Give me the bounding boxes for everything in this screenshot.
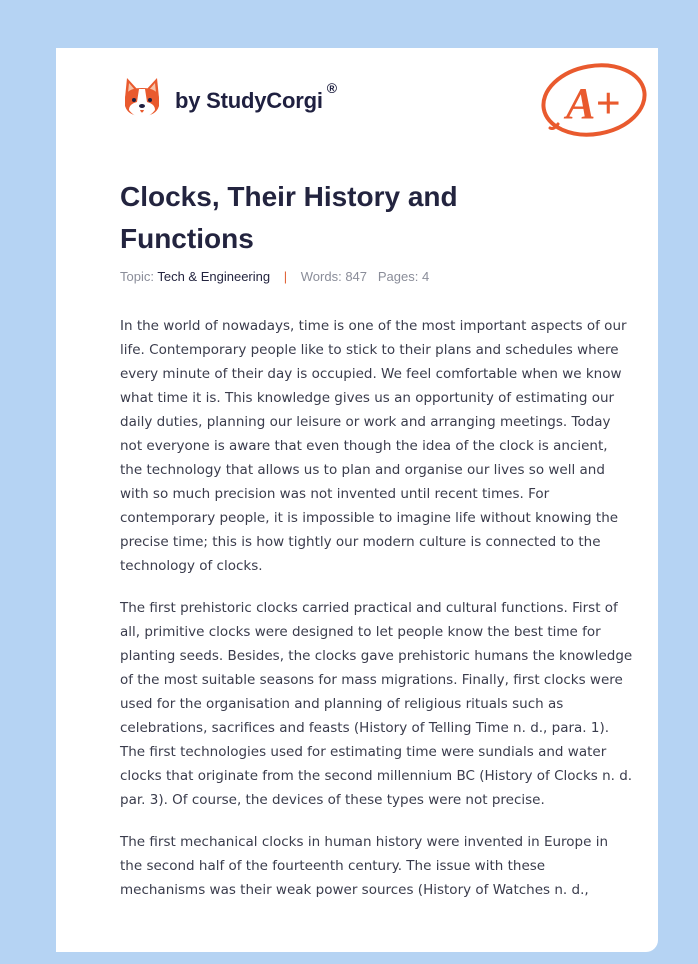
registered-mark: ® — [326, 80, 338, 96]
page-title: Clocks, Their History and Functions — [120, 181, 458, 254]
corgi-icon — [122, 76, 162, 120]
topic-label: Topic: — [120, 269, 154, 284]
document-page — [56, 48, 658, 952]
article-meta — [120, 269, 429, 284]
article-body — [120, 314, 634, 920]
pages-count: 4 — [421, 269, 430, 284]
meta-separator: | — [283, 269, 288, 284]
grade-text: A+ — [566, 79, 621, 128]
paragraph: The first mechanical clocks in human history were invented in Europe in the second half of the fourteenth century. The issue with these mechanisms was their weak power sources (History of Watches n. d., — [120, 834, 609, 898]
paragraph: In the world of nowadays, time is one of the most important aspects of our life. Contemporary people like to stick to their plans and schedules where every minute of their day is occupied. We feel comfortable when we know what time it is. This knowledge gives us an opportunity of estimating our daily duties, planning our leisure or work and arranging meetings. Today not everyone is aware that even though the idea of the clock is ancient, the technology that allows us to plan and organise our lives so well and with so much precision was not invented until recent times. For contemporary people, it is impossible to imagine life without knowing the precise time; this is how tightly our modern culture is connected to the technology of clocks. — [120, 318, 627, 574]
paragraph: The first prehistoric clocks carried practical and cultural functions. First of all, primitive clocks were designed to let people know the best time for planting seeds. Besides, the clocks gave prehistoric humans the knowledge of the most suitable seasons for mass migrations. Finally, first clocks were used for the organisation and planning of religious rituals such as celebrations, sacrifices and feasts (History of Telling Time n. d., para. 1). The first technologies used for estimating time were sundials and water clocks that originate from the second millennium BC (History of Clocks n. d. par. 3). Of course, the devices of these types were not precise. — [120, 600, 633, 808]
pages-label: Pages: — [377, 269, 419, 284]
a-plus-badge-icon — [536, 58, 652, 142]
brand-name: by StudyCorgi — [175, 88, 323, 113]
words-count: 847 — [345, 269, 368, 284]
topic-link[interactable]: Tech & Engineering — [157, 269, 271, 284]
words-label: Words: — [300, 269, 342, 284]
studycorgi-logo[interactable] — [122, 76, 337, 120]
